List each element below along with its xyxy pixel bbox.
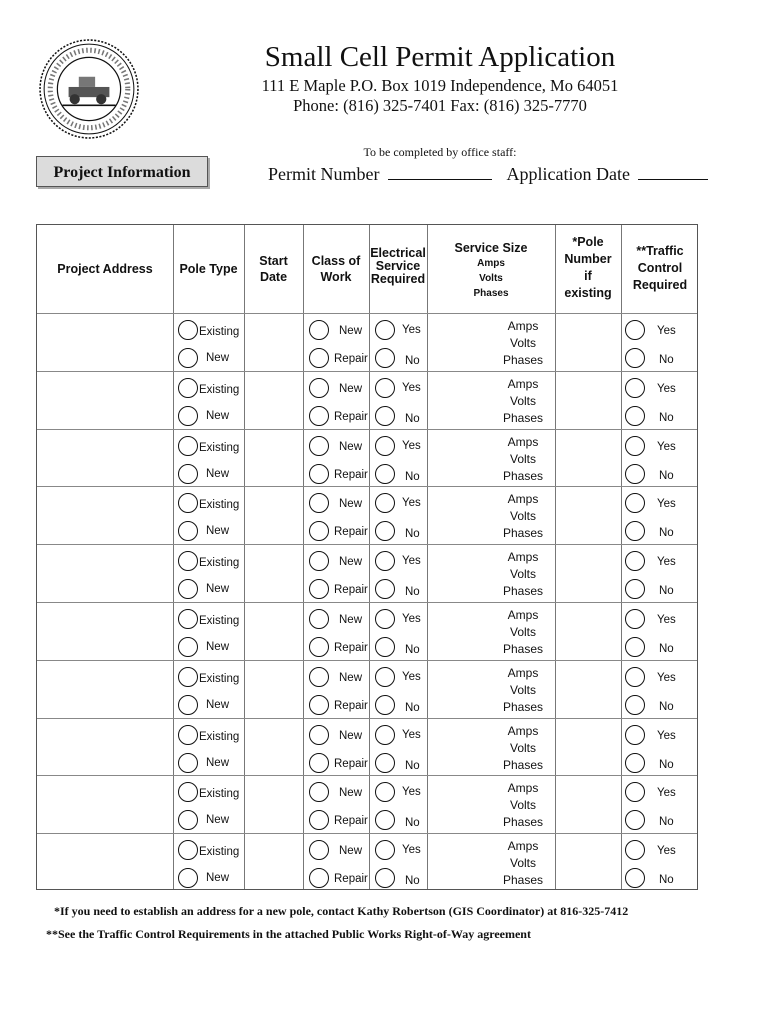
pole-new-label: New [206,814,230,827]
electrical-no-label: No [405,701,420,714]
class-repair-radio[interactable] [309,753,329,773]
class-repair-radio[interactable] [309,637,329,657]
class-repair-label: Repair [334,873,368,886]
header-class-of-work: Class of Work [311,254,361,284]
pole-existing-label: Existing [199,499,240,512]
pole-existing-radio[interactable] [178,782,198,802]
class-repair-radio[interactable] [309,521,329,541]
electrical-yes-label: Yes [402,555,421,568]
pole-new-label: New [206,583,230,596]
header-pole-number: *Pole Number if existing [564,235,612,300]
service-amps-label: Amps [507,319,539,333]
pole-new-label: New [206,467,230,480]
service-volts-label: Volts [509,451,536,466]
class-repair-label: Repair [334,815,368,828]
pole-new-radio[interactable] [178,348,198,368]
electrical-no-label: No [405,817,420,830]
project-address-field[interactable] [37,544,173,601]
electrical-yes-radio[interactable] [375,436,395,456]
electrical-no-label: No [405,528,420,541]
traffic-yes-radio[interactable] [625,782,645,802]
traffic-yes-radio[interactable] [625,840,645,860]
table-row [37,833,699,891]
pole-new-radio[interactable] [178,695,198,715]
service-size-cell[interactable] [483,318,563,369]
table-row [37,486,699,544]
traffic-no-label: No [659,411,674,424]
electrical-no-label: No [405,355,420,367]
pole-number-field[interactable] [556,544,621,601]
pole-number-field[interactable] [556,486,621,543]
electrical-yes-label: Yes [402,497,421,510]
office-phone: Phone: (816) 325-7401 Fax: (816) 325-7770 [293,96,587,115]
service-volts-label: Volts [509,393,536,408]
electrical-yes-label: Yes [402,613,421,625]
pole-new-label: New [206,525,230,538]
class-new-label: New [339,325,363,337]
electrical-no-radio[interactable] [375,810,395,830]
electrical-no-label: No [405,759,420,772]
pole-existing-radio[interactable] [178,436,198,456]
class-new-label: New [339,845,363,858]
class-new-label: New [339,556,363,569]
service-phases-label: Phases [502,468,544,483]
pole-existing-radio[interactable] [178,378,198,398]
pole-number-field[interactable] [556,718,621,775]
service-size-cell[interactable] [483,491,563,542]
class-new-radio[interactable] [309,436,329,456]
pole-existing-label: Existing [199,383,240,396]
traffic-yes-radio[interactable] [625,551,645,571]
service-amps-label: Amps [507,723,539,738]
traffic-no-radio[interactable] [625,579,645,599]
service-size-cell[interactable] [483,434,563,485]
permit-number-label: Permit Number [268,164,380,184]
traffic-no-label: No [659,469,674,482]
service-phases-label: Phases [502,699,544,714]
traffic-yes-label: Yes [657,614,676,626]
pole-number-field[interactable] [556,775,621,832]
service-volts-label: Volts [509,509,536,524]
service-size-cell[interactable] [483,780,563,831]
service-size-cell[interactable] [483,549,563,600]
start-date-field[interactable] [245,371,303,428]
pole-existing-radio[interactable] [178,493,198,513]
service-size-cell[interactable] [483,665,563,716]
traffic-no-radio[interactable] [625,868,645,888]
permit-line [268,164,708,185]
service-phases-label: Phases [502,410,544,425]
traffic-yes-label: Yes [657,382,676,395]
class-repair-label: Repair [334,353,368,365]
pole-existing-label: Existing [199,615,240,627]
pole-new-radio[interactable] [178,810,198,830]
pole-existing-label: Existing [199,326,240,338]
project-address-field[interactable] [37,718,173,775]
electrical-yes-radio[interactable] [375,609,395,629]
class-repair-radio[interactable] [309,695,329,715]
electrical-yes-label: Yes [402,728,421,741]
traffic-no-radio[interactable] [625,695,645,715]
class-new-radio[interactable] [309,667,329,687]
class-repair-label: Repair [334,757,368,770]
pole-existing-label: Existing [199,441,240,454]
pole-number-field[interactable] [556,429,621,486]
class-repair-radio[interactable] [309,348,329,368]
electrical-yes-radio[interactable] [375,840,395,860]
class-new-label: New [339,382,363,395]
class-new-radio[interactable] [309,378,329,398]
service-phases-label: Phases [502,757,544,772]
electrical-no-radio[interactable] [375,695,395,715]
class-new-radio[interactable] [309,551,329,571]
service-size-cell[interactable] [483,723,563,774]
section-label: Project Information [36,156,208,187]
project-address-field[interactable] [37,429,173,486]
pole-new-radio[interactable] [178,406,198,426]
pole-existing-label: Existing [199,672,240,685]
header-pole-type: Pole Type [179,262,238,276]
pole-existing-label: Existing [199,730,240,743]
class-new-radio[interactable] [309,840,329,860]
page-title: Small Cell Permit Application [264,41,616,73]
pole-existing-radio[interactable] [178,725,198,745]
city-seal-icon [38,38,140,140]
pole-new-label: New [206,872,230,885]
service-amps-label: Amps [507,781,539,796]
class-repair-label: Repair [334,584,368,597]
service-volts-label: Volts [509,336,536,350]
traffic-yes-label: Yes [657,729,676,742]
traffic-no-label: No [659,643,674,655]
service-volts-label: Volts [509,625,536,639]
pole-existing-radio[interactable] [178,667,198,687]
electrical-no-label: No [405,875,420,888]
electrical-yes-radio[interactable] [375,782,395,802]
traffic-no-radio[interactable] [625,810,645,830]
office-address: 111 E Maple P.O. Box 1019 Independence, Mo 64051 [261,76,619,95]
traffic-yes-radio[interactable] [625,436,645,456]
application-date-field[interactable] [638,165,708,180]
header-start-date: Start Date [259,254,288,284]
pole-existing-radio[interactable] [178,320,198,340]
pole-existing-radio[interactable] [178,840,198,860]
electrical-yes-radio[interactable] [375,378,395,398]
class-new-label: New [339,787,363,800]
service-phases-label: Phases [502,642,544,656]
electrical-yes-label: Yes [402,786,421,799]
footnote-traffic: **See the Traffic Control Requirements in the attached Public Works Right-of-Way agreement [46,927,531,941]
class-new-radio[interactable] [309,609,329,629]
pole-number-field[interactable] [556,660,621,717]
electrical-yes-label: Yes [402,381,421,394]
application-date-label: Application Date [506,164,630,184]
start-date-field[interactable] [245,486,303,543]
service-amps-label: Amps [507,550,539,565]
service-phases-label: Phases [502,353,544,367]
electrical-yes-radio[interactable] [375,551,395,571]
table-row [37,602,699,660]
service-size-cell[interactable] [483,838,563,889]
start-date-field[interactable] [245,313,303,370]
class-repair-label: Repair [334,642,368,654]
pole-existing-label: Existing [199,788,240,801]
permit-number-field[interactable] [388,165,492,180]
class-repair-label: Repair [334,526,368,539]
pole-number-field[interactable] [556,313,621,370]
table-row [37,660,699,718]
pole-existing-radio[interactable] [178,609,198,629]
pole-new-radio[interactable] [178,579,198,599]
start-date-field[interactable] [245,775,303,832]
electrical-no-radio[interactable] [375,406,395,426]
traffic-no-radio[interactable] [625,464,645,484]
class-new-label: New [339,440,363,453]
pole-number-field[interactable] [556,602,621,659]
electrical-yes-radio[interactable] [375,667,395,687]
electrical-yes-radio[interactable] [375,493,395,513]
traffic-no-label: No [659,585,674,598]
service-size-cell[interactable] [483,607,563,658]
service-volts-label: Volts [509,856,536,871]
pole-number-field[interactable] [556,371,621,428]
pole-number-field[interactable] [556,833,621,890]
class-new-radio[interactable] [309,725,329,745]
table-row [37,313,699,371]
pole-new-radio[interactable] [178,464,198,484]
electrical-no-radio[interactable] [375,579,395,599]
pole-existing-label: Existing [199,846,240,859]
traffic-no-radio[interactable] [625,521,645,541]
start-date-field[interactable] [245,660,303,717]
electrical-no-radio[interactable] [375,868,395,888]
pole-existing-label: Existing [199,557,240,570]
table-row [37,371,699,429]
service-amps-label: Amps [507,608,539,622]
traffic-no-label: No [659,874,674,887]
footnote-address: *If you need to establish an address for a new pole, contact Kathy Robertson (GIS Coordinator) at 816-325-7412 [54,904,629,918]
class-new-radio[interactable] [309,320,329,340]
electrical-yes-label: Yes [402,439,421,452]
class-new-label: New [339,671,363,684]
header-traffic-control: **Traffic Control Required [632,244,688,292]
class-new-label: New [339,498,363,511]
service-volts-label: Volts [509,567,536,582]
header-service-size: Service Size Amps Volts Phases [454,241,528,299]
staff-note: To be completed by office staff: [363,145,517,159]
traffic-no-radio[interactable] [625,637,645,657]
electrical-yes-label: Yes [402,324,421,336]
electrical-no-radio[interactable] [375,753,395,773]
traffic-no-radio[interactable] [625,406,645,426]
table-row [37,775,699,833]
service-size-cell[interactable] [483,376,563,427]
traffic-no-label: No [659,700,674,713]
table-row [37,718,699,776]
pole-existing-radio[interactable] [178,551,198,571]
project-address-field[interactable] [37,313,173,370]
service-volts-label: Volts [509,740,536,755]
class-repair-radio[interactable] [309,810,329,830]
service-amps-label: Amps [507,492,539,507]
start-date-field[interactable] [245,718,303,775]
service-amps-label: Amps [507,665,539,680]
table-row [37,544,699,602]
service-amps-label: Amps [507,839,539,854]
class-new-radio[interactable] [309,493,329,513]
service-phases-label: Phases [502,873,544,888]
traffic-yes-radio[interactable] [625,320,645,340]
traffic-no-radio[interactable] [625,753,645,773]
class-repair-label: Repair [334,410,368,423]
electrical-no-radio[interactable] [375,464,395,484]
traffic-yes-radio[interactable] [625,725,645,745]
electrical-no-label: No [405,412,420,425]
traffic-no-label: No [659,758,674,771]
traffic-no-radio[interactable] [625,348,645,368]
class-new-label: New [339,729,363,742]
start-date-field[interactable] [245,602,303,659]
start-date-field[interactable] [245,833,303,890]
electrical-no-label: No [405,470,420,483]
traffic-yes-label: Yes [657,325,676,337]
service-phases-label: Phases [502,815,544,830]
electrical-no-label: No [405,644,420,656]
class-new-label: New [339,614,363,626]
traffic-yes-radio[interactable] [625,609,645,629]
service-phases-label: Phases [502,526,544,541]
electrical-no-radio[interactable] [375,521,395,541]
start-date-field[interactable] [245,544,303,601]
project-address-field[interactable] [37,371,173,428]
electrical-yes-radio[interactable] [375,320,395,340]
project-address-field[interactable] [37,660,173,717]
pole-new-radio[interactable] [178,753,198,773]
traffic-yes-label: Yes [657,787,676,800]
traffic-yes-label: Yes [657,671,676,684]
electrical-no-radio[interactable] [375,637,395,657]
electrical-yes-label: Yes [402,670,421,683]
table-row [37,429,699,487]
electrical-no-label: No [405,586,420,599]
traffic-yes-radio[interactable] [625,378,645,398]
traffic-yes-radio[interactable] [625,667,645,687]
traffic-yes-label: Yes [657,440,676,453]
service-amps-label: Amps [507,376,539,391]
service-phases-label: Phases [502,584,544,599]
pole-new-label: New [206,352,230,364]
electrical-yes-radio[interactable] [375,725,395,745]
traffic-yes-label: Yes [657,498,676,511]
header-electrical-service: Electrical Service Required [370,246,426,286]
traffic-yes-label: Yes [657,845,676,858]
class-repair-radio[interactable] [309,579,329,599]
traffic-no-label: No [659,354,674,366]
class-repair-radio[interactable] [309,464,329,484]
pole-new-radio[interactable] [178,521,198,541]
pole-new-radio[interactable] [178,868,198,888]
start-date-field[interactable] [245,429,303,486]
traffic-yes-radio[interactable] [625,493,645,513]
traffic-yes-label: Yes [657,556,676,569]
project-address-field[interactable] [37,775,173,832]
pole-new-label: New [206,698,230,711]
pole-new-label: New [206,409,230,422]
service-amps-label: Amps [507,434,539,449]
class-repair-label: Repair [334,468,368,481]
header-project-address: Project Address [57,262,153,276]
project-table [36,224,698,890]
pole-new-radio[interactable] [178,637,198,657]
pole-new-label: New [206,756,230,769]
traffic-no-label: No [659,816,674,829]
class-new-radio[interactable] [309,782,329,802]
class-repair-radio[interactable] [309,868,329,888]
traffic-no-label: No [659,527,674,540]
electrical-yes-label: Yes [402,844,421,857]
service-volts-label: Volts [509,682,536,697]
electrical-no-radio[interactable] [375,348,395,368]
class-repair-radio[interactable] [309,406,329,426]
pole-new-label: New [206,641,230,653]
service-volts-label: Volts [509,798,536,813]
project-address-field[interactable] [37,602,173,659]
project-address-field[interactable] [37,486,173,543]
class-repair-label: Repair [334,699,368,712]
project-address-field[interactable] [37,833,173,890]
